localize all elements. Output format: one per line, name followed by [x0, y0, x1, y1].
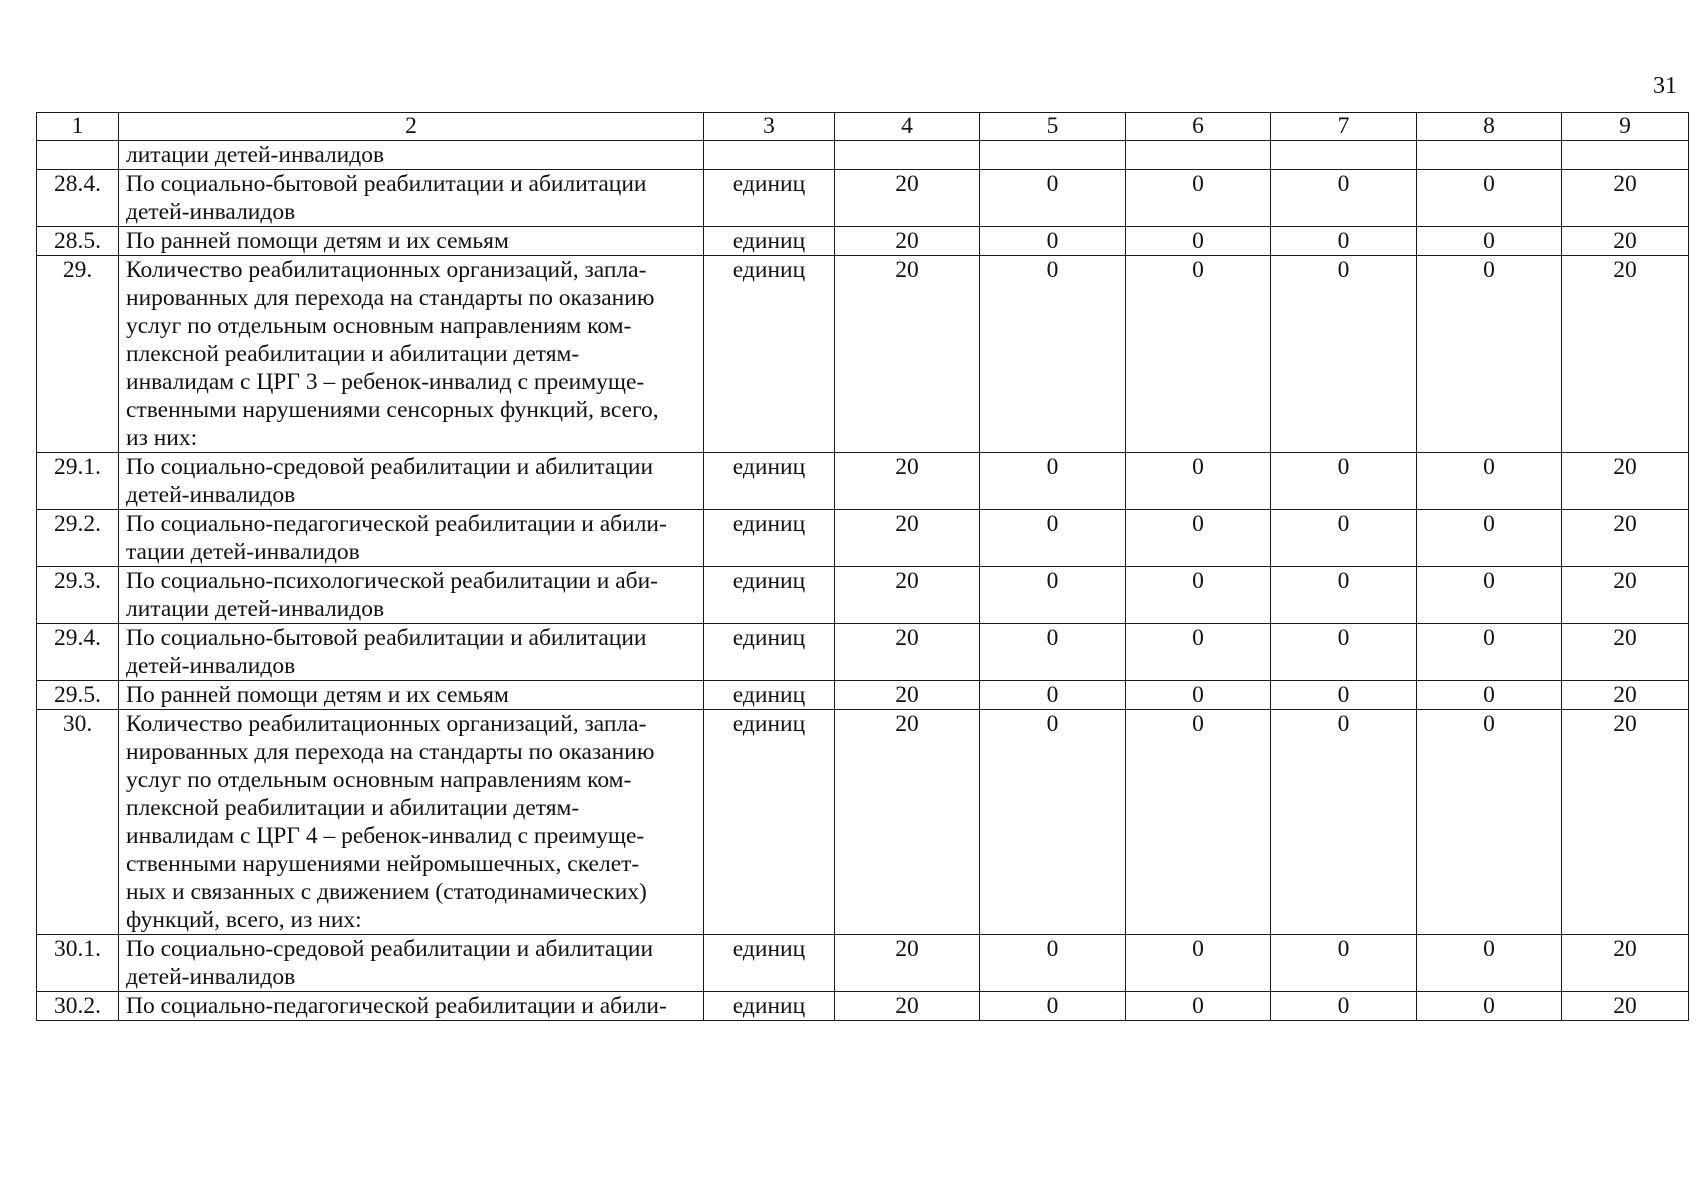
description-line: инвалидам с ЦРГ 3 – ребенок-инвалид с преимуще-: [126, 369, 645, 395]
row-number: [37, 141, 119, 170]
value-cell: 20: [835, 256, 980, 453]
value-cell: 0: [1417, 710, 1562, 935]
value-cell: 20: [835, 710, 980, 935]
table-row: [37, 256, 1689, 453]
row-number: 29.: [37, 256, 119, 453]
value-cell: 20: [1562, 681, 1689, 710]
value-cell: 20: [835, 624, 980, 681]
row-unit: единиц: [704, 567, 835, 624]
row-number: 30.2.: [37, 992, 119, 1021]
row-number: 28.5.: [37, 227, 119, 256]
description-line: услуг по отдельным основным направлениям ком-: [126, 767, 632, 793]
row-description: [119, 681, 704, 710]
description-line: ственными нарушениями нейромышечных, скелет-: [126, 851, 640, 877]
value-cell: 0: [1417, 510, 1562, 567]
row-description: [119, 256, 704, 453]
description-line: литации детей-инвалидов: [126, 596, 385, 622]
value-cell: 20: [1562, 256, 1689, 453]
table-row: [37, 510, 1689, 567]
value-cell: 0: [1271, 256, 1417, 453]
value-cell: 0: [1417, 992, 1562, 1021]
column-header: 3: [704, 113, 835, 141]
value-cell: 0: [980, 710, 1126, 935]
table-row: [37, 710, 1689, 935]
value-cell: 0: [980, 227, 1126, 256]
description-line: По социально-средовой реабилитации и абилитации: [126, 936, 654, 962]
row-unit: единиц: [704, 453, 835, 510]
row-unit: единиц: [704, 710, 835, 935]
row-description: [119, 453, 704, 510]
row-unit: [704, 141, 835, 170]
row-number: 30.: [37, 710, 119, 935]
description-line: детей-инвалидов: [126, 199, 296, 225]
value-cell: 0: [1417, 256, 1562, 453]
value-cell: 0: [1126, 227, 1271, 256]
description-line: детей-инвалидов: [126, 653, 296, 679]
description-line: функций, всего, из них:: [126, 907, 362, 933]
value-cell: [835, 141, 980, 170]
description-line: литации детей-инвалидов: [126, 142, 385, 168]
description-line: По социально-бытовой реабилитации и абилитации: [126, 171, 647, 197]
value-cell: [1271, 141, 1417, 170]
row-unit: единиц: [704, 170, 835, 227]
row-number: 29.4.: [37, 624, 119, 681]
value-cell: 0: [1271, 935, 1417, 992]
value-cell: 20: [1562, 710, 1689, 935]
value-cell: 0: [1271, 510, 1417, 567]
value-cell: 20: [835, 681, 980, 710]
value-cell: 0: [1271, 567, 1417, 624]
table-row: [37, 935, 1689, 992]
value-cell: 0: [1271, 624, 1417, 681]
row-description: [119, 141, 704, 170]
column-header: 7: [1271, 113, 1417, 141]
value-cell: 0: [1271, 992, 1417, 1021]
value-cell: 0: [1271, 170, 1417, 227]
value-cell: 0: [980, 170, 1126, 227]
column-header: 9: [1562, 113, 1689, 141]
value-cell: 0: [980, 935, 1126, 992]
column-header: 4: [835, 113, 980, 141]
value-cell: [1562, 141, 1689, 170]
value-cell: 20: [835, 453, 980, 510]
column-header: 5: [980, 113, 1126, 141]
description-line: детей-инвалидов: [126, 482, 296, 508]
value-cell: 20: [1562, 510, 1689, 567]
value-cell: 0: [1271, 453, 1417, 510]
row-number: 29.1.: [37, 453, 119, 510]
value-cell: 0: [1126, 710, 1271, 935]
row-number: 29.3.: [37, 567, 119, 624]
value-cell: 0: [1417, 935, 1562, 992]
value-cell: 20: [835, 227, 980, 256]
description-line: Количество реабилитационных организаций, запла-: [126, 711, 647, 737]
row-unit: единиц: [704, 624, 835, 681]
value-cell: 0: [1417, 624, 1562, 681]
description-line: ных и связанных с движением (статодинамических): [126, 879, 647, 905]
row-description: [119, 170, 704, 227]
value-cell: [1417, 141, 1562, 170]
row-description: [119, 227, 704, 256]
value-cell: 20: [1562, 992, 1689, 1021]
value-cell: 0: [1126, 510, 1271, 567]
value-cell: [1126, 141, 1271, 170]
description-line: По социально-психологической реабилитации и аби-: [126, 568, 658, 594]
description-line: По социально-средовой реабилитации и абилитации: [126, 454, 654, 480]
value-cell: 20: [1562, 227, 1689, 256]
data-table: [36, 112, 1689, 1021]
value-cell: 0: [980, 624, 1126, 681]
value-cell: 0: [1417, 681, 1562, 710]
value-cell: 0: [980, 681, 1126, 710]
row-description: [119, 624, 704, 681]
table-row: [37, 992, 1689, 1021]
row-unit: единиц: [704, 681, 835, 710]
description-line: из них:: [126, 425, 198, 451]
value-cell: 0: [1126, 567, 1271, 624]
description-line: детей-инвалидов: [126, 964, 296, 990]
description-line: По социально-педагогической реабилитации и абили-: [126, 993, 667, 1019]
description-line: По социально-бытовой реабилитации и абилитации: [126, 625, 647, 651]
table-row: [37, 567, 1689, 624]
page-number: 31: [1653, 73, 1677, 99]
value-cell: 0: [1417, 453, 1562, 510]
value-cell: 0: [1126, 170, 1271, 227]
value-cell: 0: [980, 567, 1126, 624]
value-cell: 20: [1562, 170, 1689, 227]
description-line: плексной реабилитации и абилитации детям-: [126, 341, 580, 367]
value-cell: 20: [1562, 624, 1689, 681]
description-line: нированных для перехода на стандарты по оказанию: [126, 739, 655, 765]
table-row: [37, 141, 1689, 170]
column-header: 1: [37, 113, 119, 141]
table-row: [37, 227, 1689, 256]
description-line: нированных для перехода на стандарты по оказанию: [126, 285, 655, 311]
row-description: [119, 992, 704, 1021]
table-row: [37, 624, 1689, 681]
value-cell: 0: [1126, 256, 1271, 453]
description-line: Количество реабилитационных организаций, запла-: [126, 257, 647, 283]
description-line: плексной реабилитации и абилитации детям-: [126, 795, 580, 821]
description-line: тации детей-инвалидов: [126, 539, 360, 565]
row-description: [119, 510, 704, 567]
column-header: 6: [1126, 113, 1271, 141]
value-cell: 0: [1271, 710, 1417, 935]
value-cell: 20: [1562, 567, 1689, 624]
value-cell: 0: [1417, 227, 1562, 256]
description-line: инвалидам с ЦРГ 4 – ребенок-инвалид с преимуще-: [126, 823, 645, 849]
table-row: [37, 453, 1689, 510]
description-line: По ранней помощи детям и их семьям: [126, 682, 509, 708]
description-line: услуг по отдельным основным направлениям ком-: [126, 313, 632, 339]
row-number: 29.2.: [37, 510, 119, 567]
value-cell: 0: [1126, 624, 1271, 681]
row-description: [119, 935, 704, 992]
value-cell: 0: [1126, 935, 1271, 992]
row-description: [119, 567, 704, 624]
value-cell: 20: [1562, 935, 1689, 992]
value-cell: 20: [835, 170, 980, 227]
value-cell: 0: [1126, 681, 1271, 710]
value-cell: 0: [1417, 170, 1562, 227]
row-description: [119, 710, 704, 935]
row-unit: единиц: [704, 510, 835, 567]
row-number: 28.4.: [37, 170, 119, 227]
table-body: [37, 113, 1689, 1021]
value-cell: 0: [1271, 681, 1417, 710]
row-number: 29.5.: [37, 681, 119, 710]
row-unit: единиц: [704, 935, 835, 992]
value-cell: 0: [1417, 567, 1562, 624]
row-unit: единиц: [704, 992, 835, 1021]
table-row: [37, 170, 1689, 227]
column-header: 8: [1417, 113, 1562, 141]
value-cell: 0: [980, 453, 1126, 510]
table-row: [37, 681, 1689, 710]
header-row: [37, 113, 1689, 141]
row-unit: единиц: [704, 256, 835, 453]
value-cell: 0: [1271, 227, 1417, 256]
value-cell: 20: [835, 935, 980, 992]
value-cell: 0: [1126, 992, 1271, 1021]
column-header: 2: [119, 113, 704, 141]
value-cell: 20: [835, 567, 980, 624]
value-cell: 20: [835, 992, 980, 1021]
row-unit: единиц: [704, 227, 835, 256]
value-cell: 0: [980, 510, 1126, 567]
description-line: По социально-педагогической реабилитации и абили-: [126, 511, 667, 537]
description-line: ственными нарушениями сенсорных функций, всего,: [126, 397, 659, 423]
description-line: По ранней помощи детям и их семьям: [126, 228, 509, 254]
value-cell: 20: [835, 510, 980, 567]
value-cell: [980, 141, 1126, 170]
row-number: 30.1.: [37, 935, 119, 992]
value-cell: 0: [980, 256, 1126, 453]
value-cell: 0: [980, 992, 1126, 1021]
value-cell: 20: [1562, 453, 1689, 510]
value-cell: 0: [1126, 453, 1271, 510]
